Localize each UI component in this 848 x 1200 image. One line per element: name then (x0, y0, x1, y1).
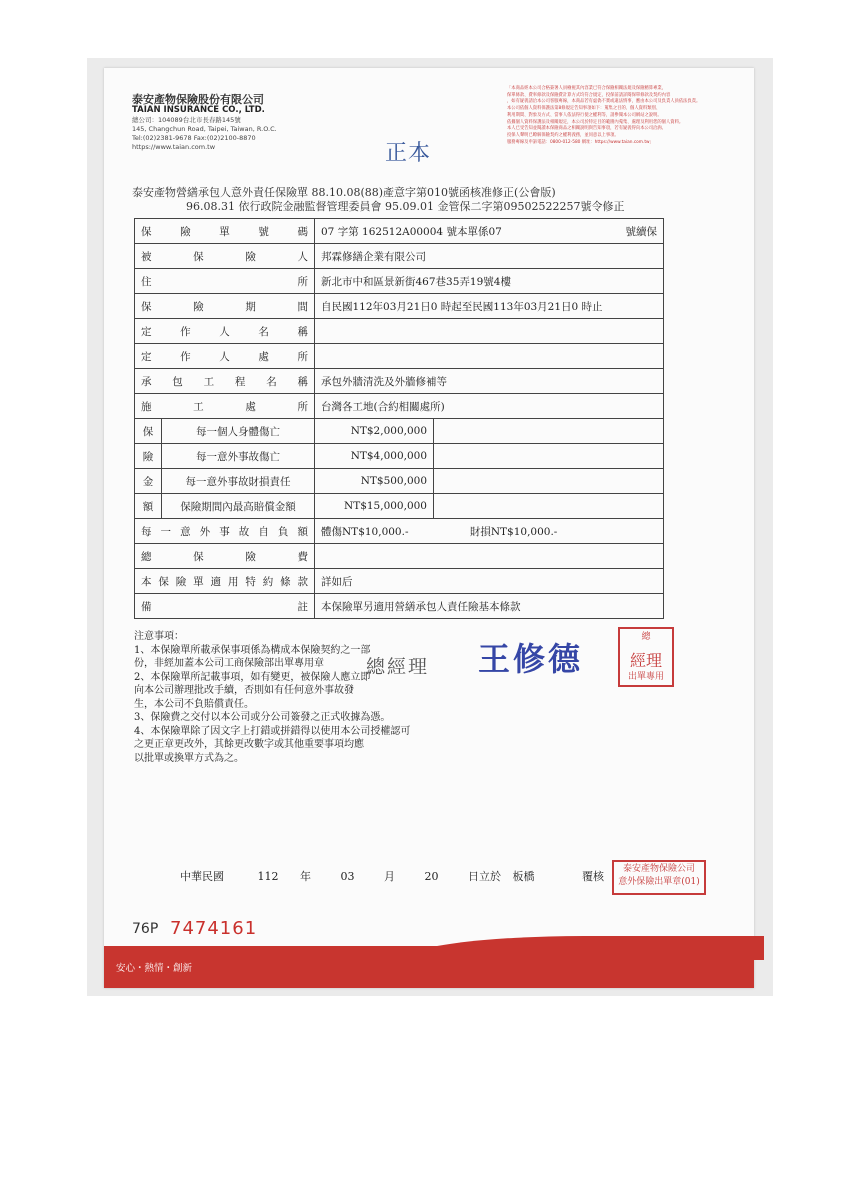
coverage-side-label: 險 (135, 444, 162, 469)
note-line: 生，本公司不負賠償責任。 (134, 698, 254, 710)
site-value: 台灣各工地(合約相關處所) (315, 394, 664, 419)
renewal-suffix: 號續保 (625, 225, 657, 238)
date-day: 20 (424, 870, 439, 883)
company-stamp (612, 860, 706, 895)
site-label: 施工處所 (135, 394, 315, 419)
director-stamp (618, 627, 674, 687)
policy-table (134, 218, 664, 619)
table-row (135, 594, 664, 619)
table-row (135, 419, 664, 444)
remarks-value: 本保險單另適用營繕承包人責任險基本條款 (315, 594, 664, 619)
policy-number: 07 字第 162512A00004 號本單係07 (321, 225, 502, 238)
deductible-label: 每一意外事故自負額 (135, 519, 315, 544)
serial-prefix: 76P (132, 921, 159, 937)
coverage-amount: NT$15,000,000 (315, 494, 434, 519)
coverage-item: 每一意外事故財損責任 (162, 469, 315, 494)
serial-number: 7474161 (170, 918, 258, 939)
date-year: 112 (257, 870, 279, 883)
director-stamp-mid: 經理 (629, 651, 662, 670)
deductible-body: 體傷NT$10,000.- (321, 525, 409, 538)
coverage-item: 保險期間內最高賠償金額 (162, 494, 315, 519)
table-row (135, 519, 664, 544)
note-line: 以批單或換單方式為之。 (134, 752, 244, 764)
date-month-unit: 月 (384, 870, 395, 883)
policy-number-value (315, 219, 664, 244)
company-header (132, 94, 277, 152)
table-row (135, 244, 664, 269)
insured-label: 被保險人 (135, 244, 315, 269)
company-phone: Tel:(02)2381-9678 Fax:(02)2100-8870 (132, 134, 256, 142)
table-row (135, 469, 664, 494)
coverage-item: 每一個人身體傷亡 (162, 419, 315, 444)
coverage-amount: NT$500,000 (315, 469, 434, 494)
policy-document (104, 68, 754, 988)
privacy-line: 依據個人資料保護法及相關規定，本公司於特定目的範圍內蒐集、處理及利用您的個人資料。 (507, 119, 684, 125)
premium-value (315, 544, 664, 569)
deductible-value (315, 519, 664, 544)
coverage-blank (434, 444, 664, 469)
date-place: 板橋 (512, 870, 535, 883)
table-row (135, 494, 664, 519)
note-line: 2、本保險單所記載事項，如有變更，被保險人應立即 (134, 671, 371, 683)
contractor-address-label: 定作人處所 (135, 344, 315, 369)
coverage-side-label: 保 (135, 419, 162, 444)
table-row (135, 569, 664, 594)
coverage-side-label: 金 (135, 469, 162, 494)
company-stamp-line1: 泰安產物保險公司 (622, 864, 695, 874)
note-line: 3、保險費之交付以本公司或分公司簽發之正式收據為憑。 (134, 712, 391, 723)
note-line: 4、本保險單除了因文字上打錯或拼錯得以使用本公司授權認可 (134, 725, 411, 737)
privacy-line: 保單條款、費率條款及保險費計算方式均符合規定，投保前請詳閱保單條款及契約內容 (507, 92, 671, 98)
coverage-side-label: 額 (135, 494, 162, 519)
policy-title: 泰安產物營繕承包人意外責任保險單 88.10.08(88)產意字第010號函核准修正(公會版) (132, 186, 556, 199)
signature-title: 總經理 (366, 656, 430, 678)
special-terms-label: 本保險單適用特約條款 (135, 569, 315, 594)
project-label: 承包工程名稱 (135, 369, 315, 394)
company-website: https://www.taian.com.tw (132, 143, 216, 151)
table-row (135, 444, 664, 469)
policy-number-label: 保險單號碼 (135, 219, 315, 244)
signature-name: 王修德 (478, 640, 584, 678)
table-row (135, 369, 664, 394)
date-era: 中華民國 (180, 870, 224, 883)
contractor-name-label: 定作人名稱 (135, 319, 315, 344)
period-label: 保險期間 (135, 294, 315, 319)
note-line: 向本公司辦理批改手續，否則如有任何意外事故發 (134, 685, 354, 696)
coverage-amount: NT$2,000,000 (315, 419, 434, 444)
address-label: 住所 (135, 269, 315, 294)
contractor-name-value (315, 319, 664, 344)
date-year-unit: 年 (300, 870, 311, 883)
contractor-address-value (315, 344, 664, 369)
privacy-line: ，如有疑義請洽本公司客服專線，本商品若有虛偽不實或違法情事，應由本公司及負責人員依法負責。 (507, 99, 701, 105)
footer-band (104, 946, 754, 988)
privacy-line: 投保人聲明已瞭解保險契約之權利義務，並同意以上事項。 (507, 132, 619, 138)
coverage-blank (434, 419, 664, 444)
company-name-en: TAIAN INSURANCE CO., LTD. (132, 105, 265, 115)
period-value: 自民國112年03月21日0 時起至民國113年03月21日0 時止 (315, 294, 664, 319)
table-row (135, 269, 664, 294)
note-line: 之更正章更改外，其餘更改數字或其他重要事項均應 (134, 739, 364, 750)
privacy-line: 利用期間、對象及方式、當事人依法得行使之權利等，請參閱本公司網站之說明。 (507, 112, 662, 118)
privacy-line: 本人已受告知並閱讀本保險商品之相關說明與告知事項，若有疑義得向本公司洽詢。 (507, 126, 666, 132)
director-stamp-top: 總 (641, 632, 651, 642)
table-row (135, 394, 664, 419)
table-row (135, 544, 664, 569)
table-row (135, 219, 664, 244)
coverage-amount: NT$4,000,000 (315, 444, 434, 469)
original-mark: 正本 (385, 141, 432, 166)
privacy-line: 服務專線及申訴電話：0800-012-580 網址：https://www.taian.com.tw」 (507, 139, 654, 145)
policy-approval-line: 96.08.31 依行政院金融監督管理委員會 95.09.01 金管保二字第09502522257號令修正 (186, 200, 625, 213)
director-stamp-bottom: 出單專用 (627, 672, 664, 682)
date-month: 03 (340, 870, 355, 883)
deductible-property: 財損NT$10,000.- (469, 525, 558, 538)
check-label: 覆核 (582, 870, 604, 883)
coverage-item: 每一意外事故傷亡 (162, 444, 315, 469)
note-line: 1、本保險單所載承保事項係為構成本保險契約之一部 (134, 644, 371, 656)
issue-date (180, 868, 535, 884)
notes-heading: 注意事項： (134, 631, 184, 642)
note-line: 份，非經加蓋本公司工商保險部出單專用章 (134, 658, 324, 669)
insured-value: 邦霖修繕企業有限公司 (315, 244, 664, 269)
premium-label: 總保險費 (135, 544, 315, 569)
company-name-zh: 泰安產物保險股份有限公司 (132, 93, 264, 106)
footer-slogan: 安心・熱情・創新 (116, 963, 193, 974)
remarks-label: 備註 (135, 594, 315, 619)
table-row (135, 294, 664, 319)
company-address-zh: 總公司：104089台北市長春路145號 (132, 116, 241, 124)
notes-section (134, 630, 410, 765)
coverage-blank (434, 469, 664, 494)
address-value: 新北市中和區景新街467巷35弄19號4樓 (315, 269, 664, 294)
company-stamp-line2: 意外保險出單章(01) (618, 877, 700, 887)
privacy-notice (507, 86, 729, 146)
project-value: 承包外牆清洗及外牆修補等 (315, 369, 664, 394)
date-day-suffix: 日立於 (468, 870, 501, 883)
company-address-en: 145, Changchun Road, Taipei, Taiwan, R.O.C. (132, 125, 277, 133)
coverage-blank (434, 494, 664, 519)
table-row (135, 319, 664, 344)
special-terms-value: 詳如后 (315, 569, 664, 594)
privacy-line: 「本商品經本公司合格簽署人員檢視其內容業已符合保險相關法規及保險精算專業， (507, 86, 666, 91)
table-row (135, 344, 664, 369)
privacy-line: 本公司依個人資料保護法第8條規定告知事項如下：蒐集之目的、個人資料類別、 (507, 106, 661, 112)
